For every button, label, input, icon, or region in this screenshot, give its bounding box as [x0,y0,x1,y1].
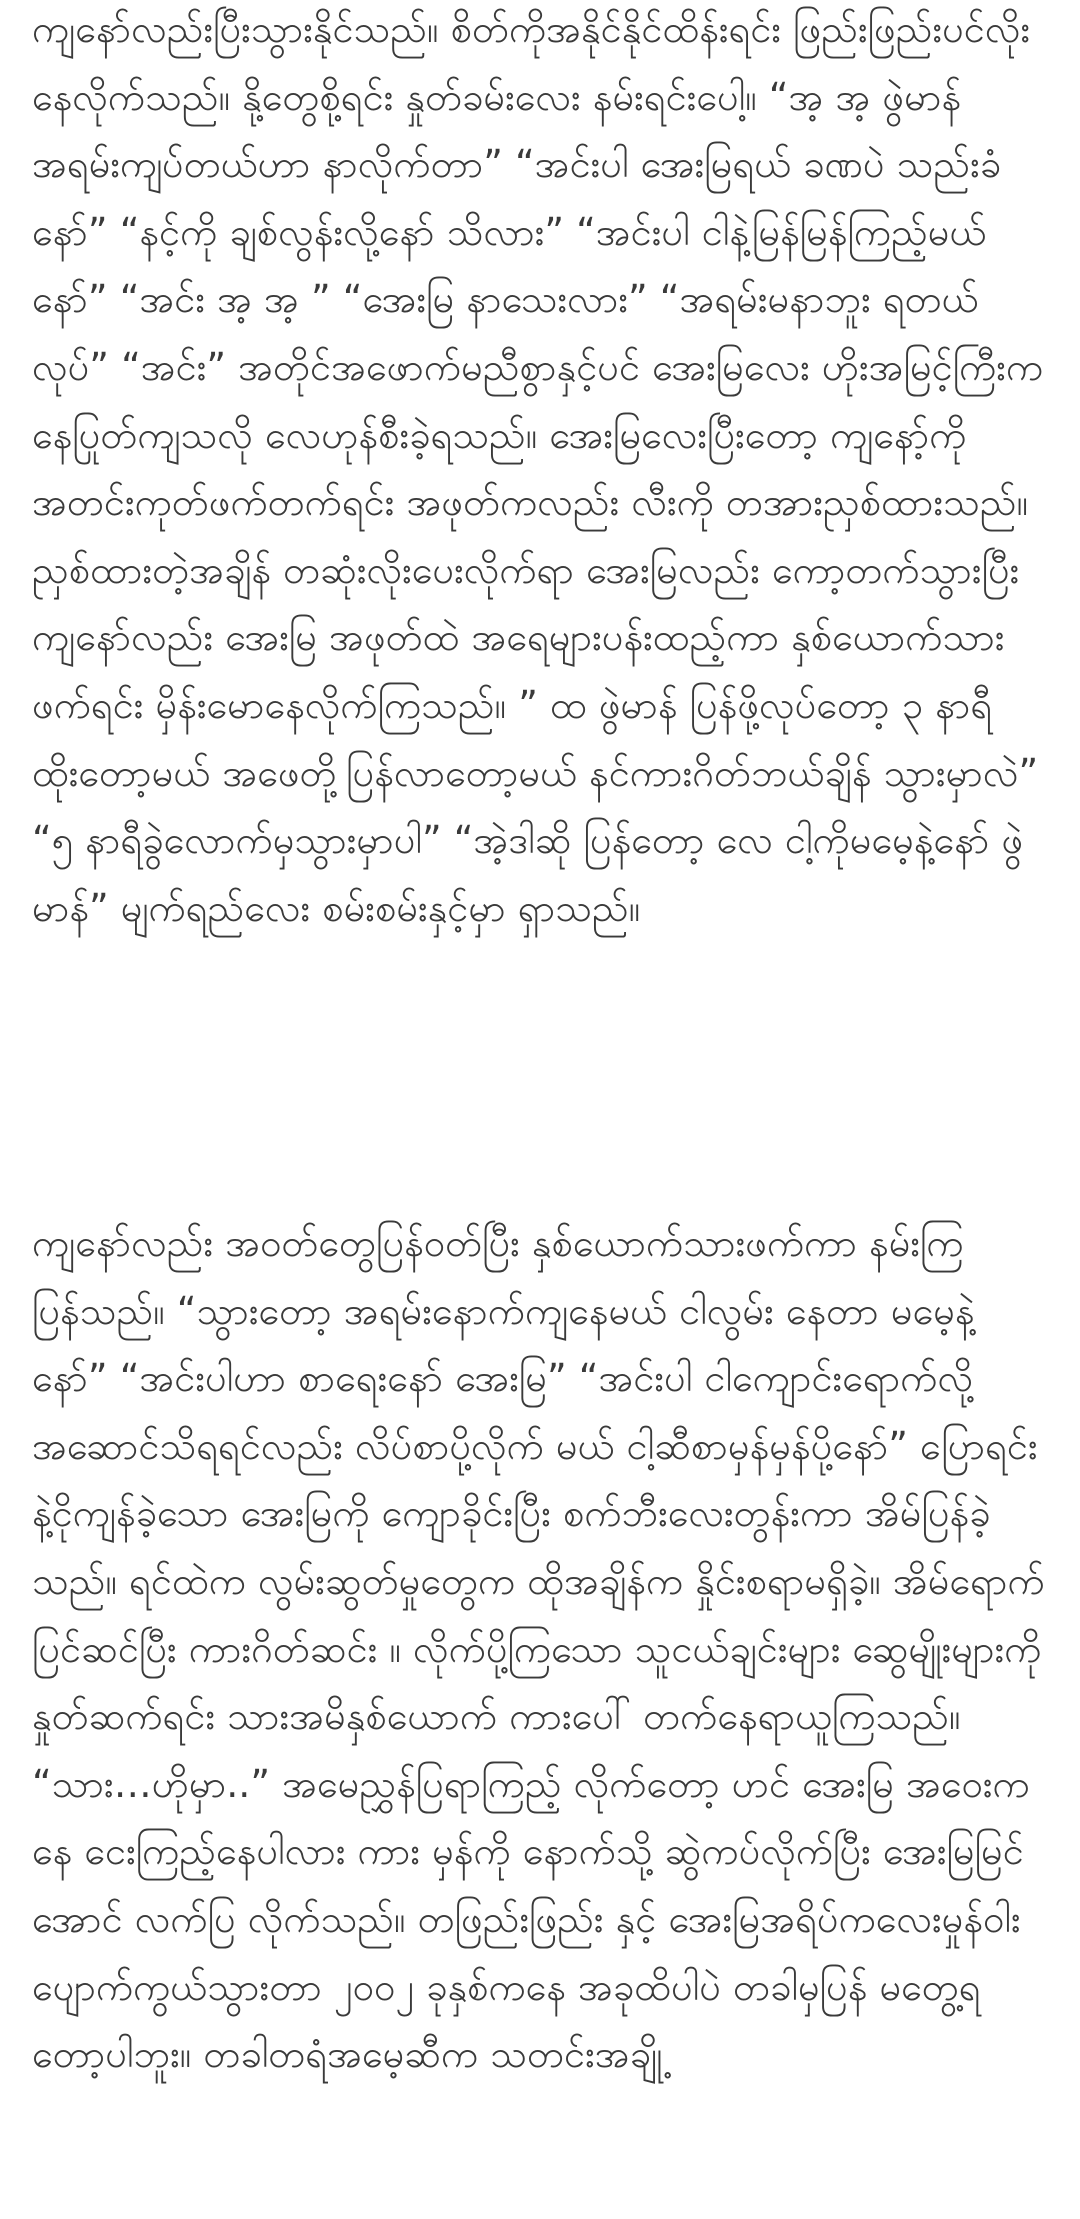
story-paragraph-1: ကျနော်လည်းပြီးသွားနိုင်သည်။ စိတ်ကိုအနိုင်နိုင်ထိန်းရင်း ဖြည်းဖြည်းပင်လိုးနေလိုက်သည်။ နို့တွေစို့ရင်း နှုတ်ခမ်းလေး နမ်းရင်းပေါ့။ “အ့ အ့ ဖွဲမာန် အရမ်းကျပ်တယ်ဟာ နာလိုက်တာ” “အင်းပါ အေးမြရယ် ခဏပဲ သည်းခံနော်” “နင့်ကို ချစ်လွန်းလို့နော် သိလား” “အင်းပါ ငါနဲ့မြန်မြန်ကြည့်မယ်နော်” “အင်း အ့ အ့ ” “အေးမြ နာသေးလား” “အရမ်းမနာဘူး ရတယ် လုပ်” “အင်း” အတိုင်အဖောက်မညီစွာနှင့်ပင် အေးမြလေး ဟိုးအမြင့်ကြီးက နေပြုတ်ကျသလို လေဟုန်စီးခဲ့ရသည်။ အေးမြလေးပြီးတော့ ကျနော့်ကို အတင်းကုတ်ဖက်တက်ရင်း အဖုတ်ကလည်း လီးကို တအားညှစ်ထားသည်။ ညှစ်ထားတဲ့အချိန် တဆုံးလိုးပေးလိုက်ရာ အေးမြလည်း ကော့တက်သွားပြီး ကျနော်လည်း အေးမြ အဖုတ်ထဲ အရေများပန်းထည့်ကာ နှစ်ယောက်သားဖက်ရင်း မှိန်းမောနေလိုက်ကြသည်။ ” ထ ဖွဲမာန် ပြန်ဖို့လုပ်တော့ ၃ နာရီ ထိုးတော့မယ် အဖေတို့ပြန်လာတော့မယ် နင်ကားဂိတ်ဘယ်ချိန် သွားမှာလဲ” “၅ နာရီခွဲလောက်မှသွားမှာပါ” “အဲ့ဒါဆို ပြန်တော့ လေ ငါ့ကိုမမေ့နဲ့နော် ဖွဲမာန်” မျက်ရည်လေး စမ်းစမ်းနှင့်မှာ ရှာသည်။ [32,7,1044,930]
story-paragraph-2: ကျနော်လည်း အဝတ်တွေပြန်ဝတ်ပြီး နှစ်ယောက်သားဖက်ကာ နမ်းကြပြန်သည်။ “သွားတော့ အရမ်းနောက်ကျနေမယ် ငါလွမ်း နေတာ မမေ့နဲ့နော်” “အင်းပါဟာ စာရေးနော် အေးမြ” “အင်းပါ ငါကျောင်းရောက်လို့ အဆောင်သိရရင်လည်း လိပ်စာပို့လိုက် မယ် ငါ့ဆီစာမှန်မှန်ပို့နော်” ပြောရင်းနဲ့ငိုကျန်ခဲ့သော အေးမြကို ကျောခိုင်းပြီး စက်ဘီးလေးတွန်းကာ အိမ်ပြန်ခဲ့သည်။ ရင်ထဲက လွမ်းဆွတ်မှုတွေက ထိုအချိန်က နှိုင်းစရာမရှိခဲ့။ အိမ်ရောက် ပြင်ဆင်ပြီး ကားဂိတ်ဆင်း ။ လိုက်ပို့ကြသော သူငယ်ချင်းများ ဆွေမျိုးများကို နှုတ်ဆက်ရင်း သားအမိနှစ်ယောက် ကားပေါ် တက်နေရာယူကြသည်။ “သား…ဟိုမှာ..” အမေညွှန်ပြရာကြည့် လိုက်တော့ ဟင် အေးမြ အဝေးကနေ ငေးကြည့်နေပါလား ကား မှန်ကို နောက်သို့ ဆွဲကပ်လိုက်ပြီး အေးမြမြင်အောင် လက်ပြ လိုက်သည်။ တဖြည်းဖြည်း နှင့် အေးမြအရိပ်ကလေးမှုန်ဝါး ပျောက်ကွယ်သွားတာ ၂၀၀၂ ခုနှစ်ကနေ အခုထိပါပဲ တခါမှပြန် မတွေ့ရတော့ပါဘူး။ တခါတရံအမေ့ဆီက သတင်းအချို့ [32,1221,1045,2077]
